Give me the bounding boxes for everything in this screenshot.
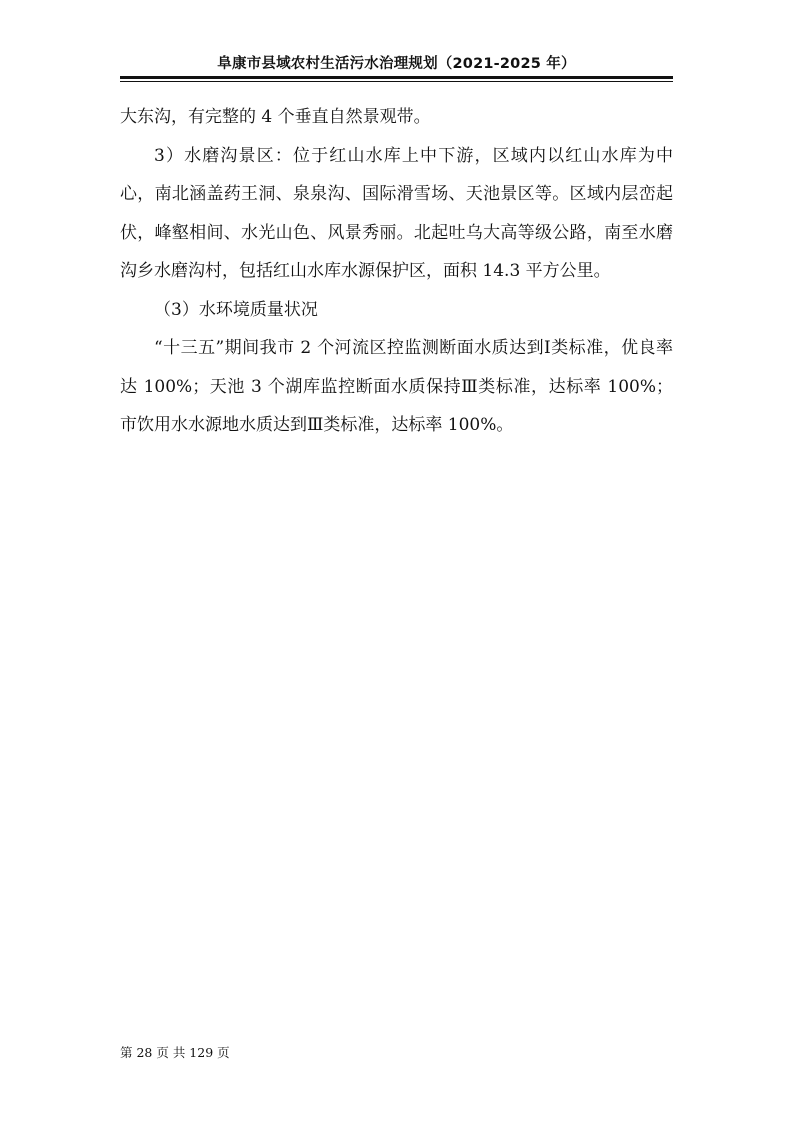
paragraph-shuimogou-scenic-area: 3）水磨沟景区：位于红山水库上中下游，区域内以红山水库为中心，南北涵盖药王洞、泉泉沟、国际滑雪场、天池景区等。区域内层峦起伏，峰壑相间、水光山色、风景秀丽。北起吐乌大高等级公路，南至水磨沟乡水磨沟村，包括红山水库水源保护区，面积 14.3 平方公里。: [120, 145, 673, 281]
section-heading-water-quality: （3）水环境质量状况: [154, 299, 318, 320]
document-header-title: 阜康市县域农村生活污水治理规划（2021-2025 年）: [217, 56, 576, 72]
header-rule-thin: [120, 81, 673, 82]
header-rule-thick: [120, 76, 673, 79]
paragraph-water-quality: “十三五”期间我市 2 个河流区控监测断面水质达到Ⅰ类标准，优良率达 100%；天池 3 个湖库监控断面水质保持Ⅲ类标准，达标率 100%；市饮用水水源地水质达到Ⅲ类标准，达标率 100%。: [120, 338, 673, 435]
document-body: [120, 98, 673, 445]
page-number-footer: 第 28 页 共 129 页: [120, 1045, 230, 1060]
paragraph-continuation: 大东沟，有完整的 4 个垂直自然景观带。: [120, 107, 431, 127]
